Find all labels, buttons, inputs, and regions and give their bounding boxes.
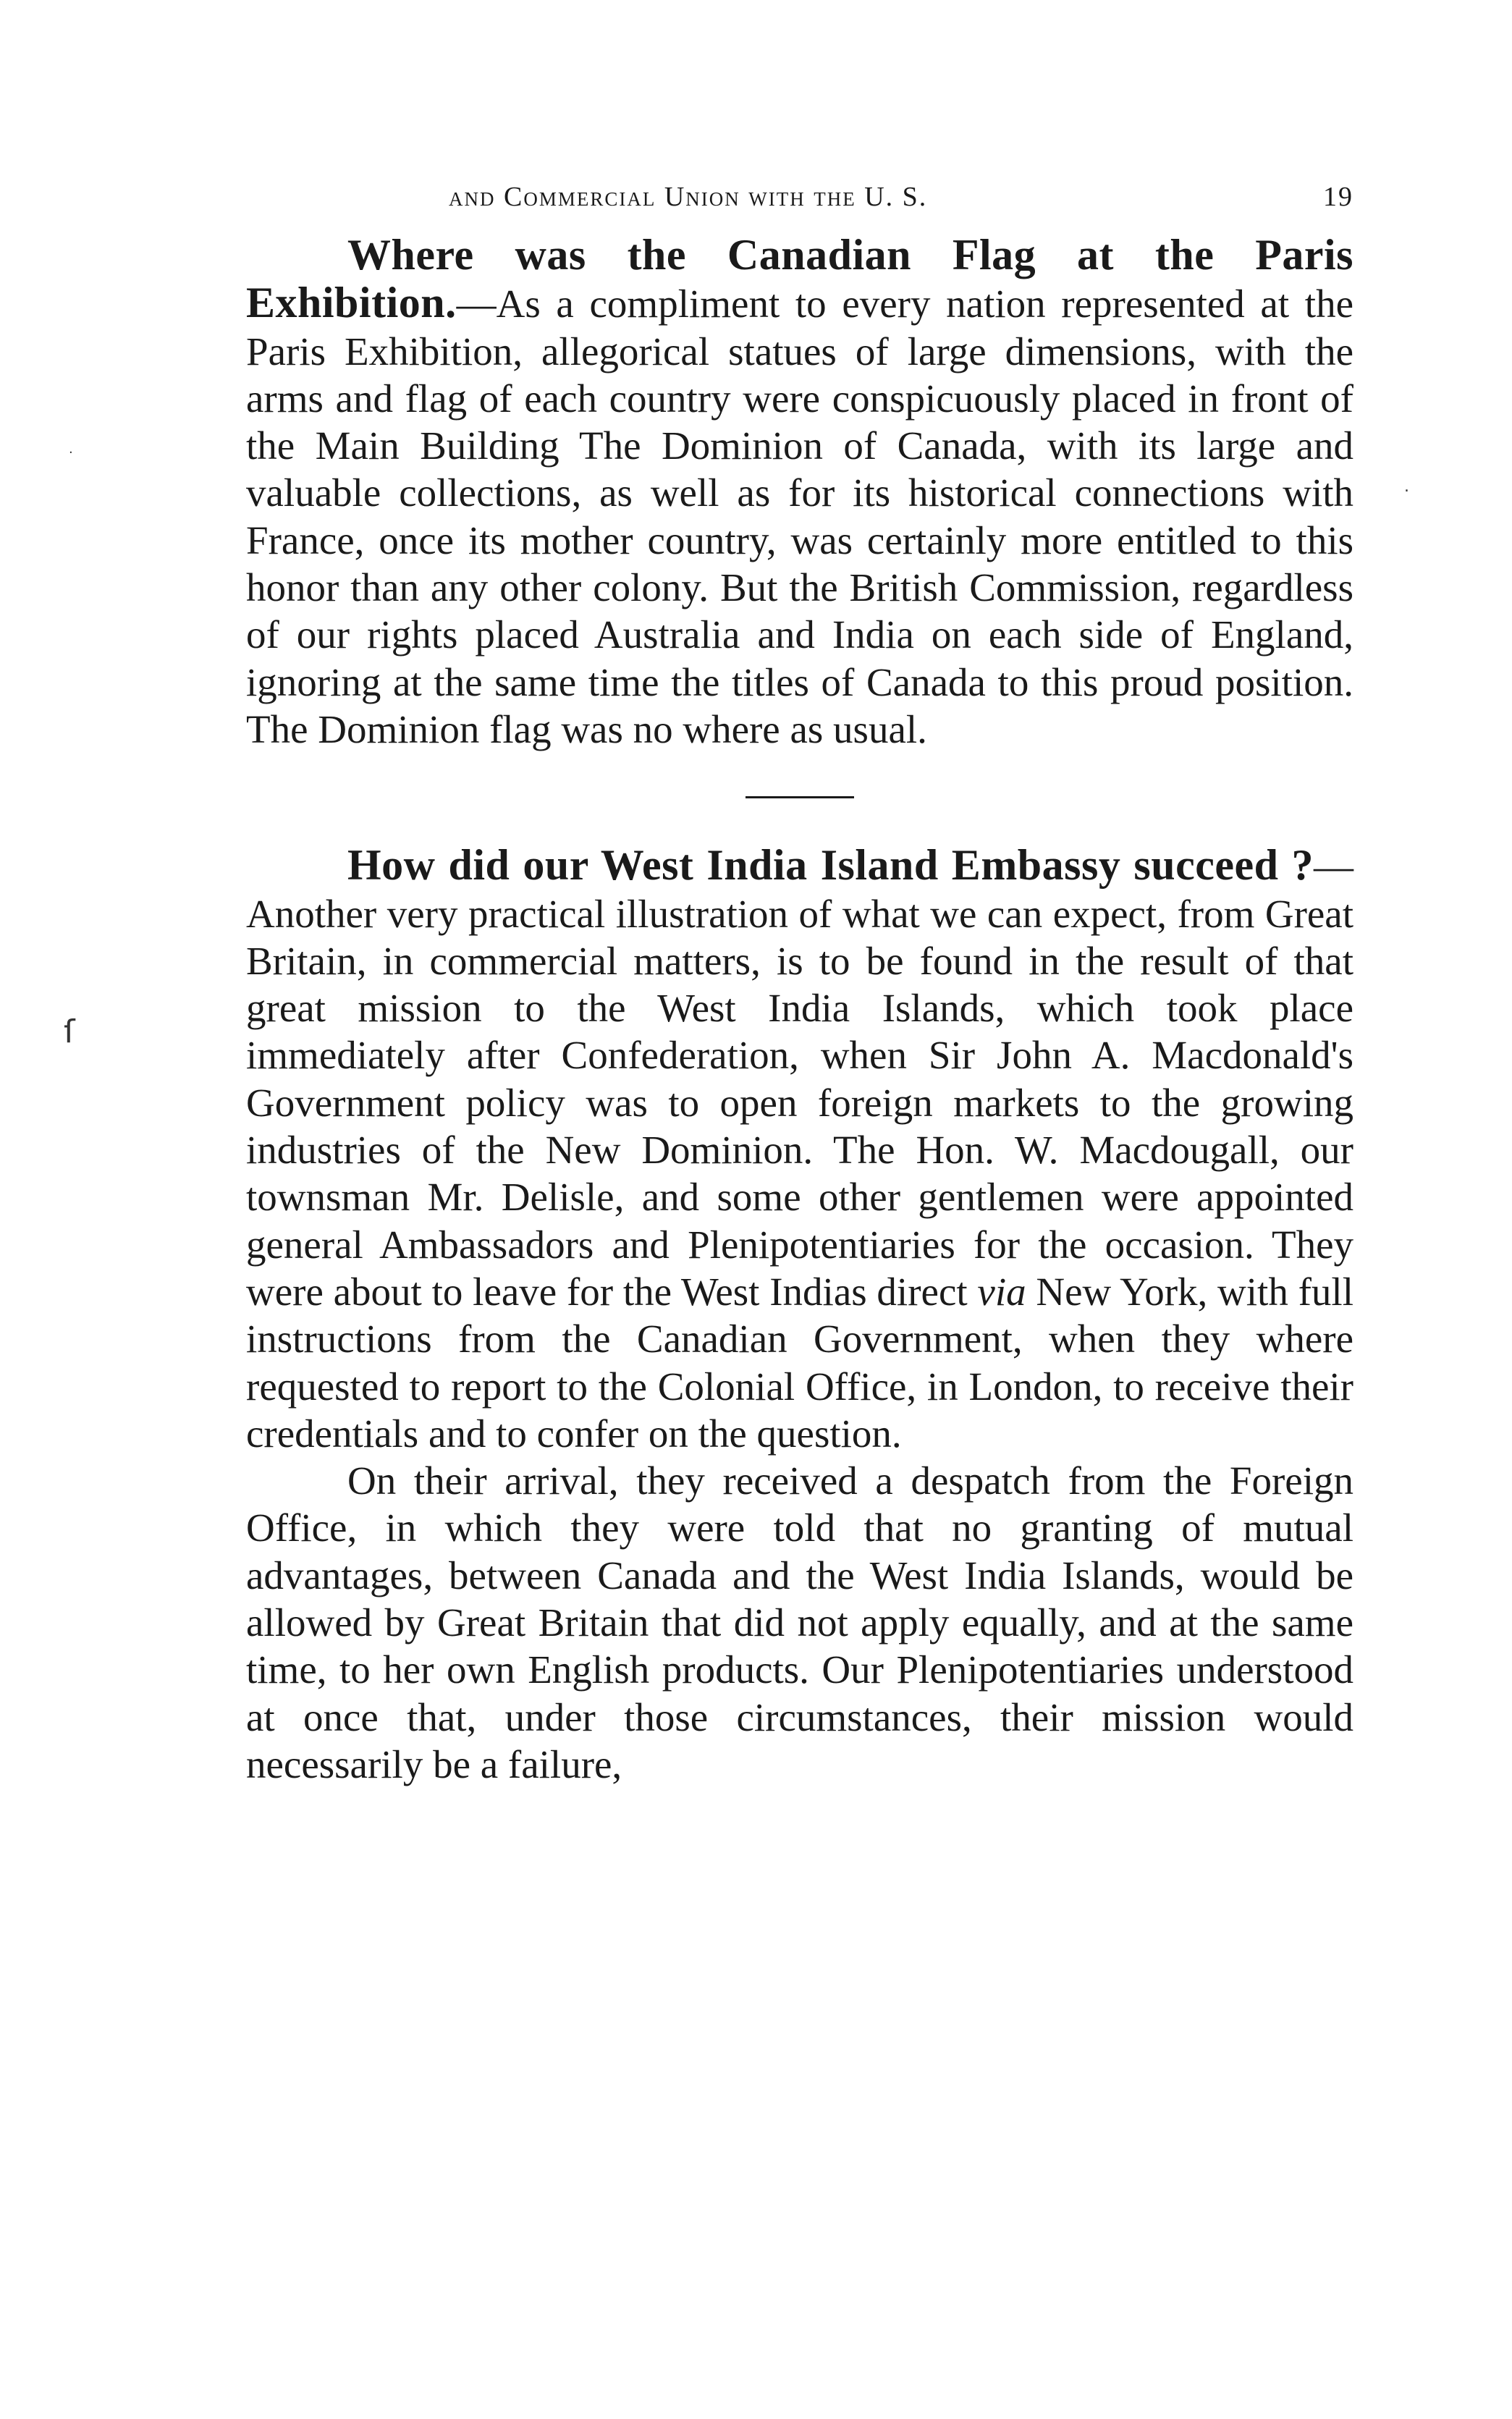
section-heading-canadian-flag: Where was the Canadian Flag at the Paris Exhibition. [246,231,1353,327]
book-page [246,181,1353,1788]
section-heading-west-india-embassy: How did our West India Island Embassy succeed ? [347,841,1314,890]
page-number: 19 [1323,182,1353,212]
section-divider [746,796,854,798]
running-head [246,181,1353,224]
running-title: and Commercial Union with the U. S. [449,182,928,212]
section-flag-paragraph [246,232,1353,753]
section-flag-body: —As a compliment to every nation represented at the Paris Exhibition, allegorical statues of large dimensions, with the arms and flag of each country were conspicuously placed in front of the Main Building The Dominion of Canada, with its large and valuable collections, as well as for its historical connections with France, once its mother country, was certainly more entitled to this honor than any other colony. But the British Commission, regardless of our rights placed Australia and India on each side of England, ignoring at the same time the titles of Canada to this proud position. The Dominion flag was no where as usual. [246,282,1353,751]
margin-speck: . [69,442,73,457]
section-embassy-paragraph [246,842,1353,1457]
margin-speck: ſ [64,1013,75,1050]
section-embassy-body-part1: —Another very practical illustration of what we can expect, from Great Britain, in commercial matters, is to be found in the result of that great mission to the West India Islands, which took place immediately after Confederation, when Sir John A. Macdonald's Government policy was to open foreign markets to the growing industries of the New Dominion. The Hon. W. Macdougall, our townsman Mr. Delisle, and some other gentlemen were appointed general Ambassadors and Plenipotentiaries for the occasion. They were about to leave for the West Indias direct [246,844,1353,1314]
section-embassy-body-part2: New York, with full instructions from the Canadian Government, when they where requested to report to the Colonial Office, in London, to receive their credentials and to confer on the question. [246,1269,1353,1456]
section-embassy-paragraph-2: On their arrival, they received a despatch from the Foreign Office, in which they were told that no granting of mutual advantages, between Canada and the West India Islands, would be allowed by Great Britain that did not apply equally, and at the same time, to her own English products. Our Plenipotentiaries understood at once that, under those circumstances, their mission would necessarily be a failure, [246,1458,1353,1786]
section-embassy-italic-via: via [977,1269,1026,1314]
margin-speck: . [1404,478,1409,496]
